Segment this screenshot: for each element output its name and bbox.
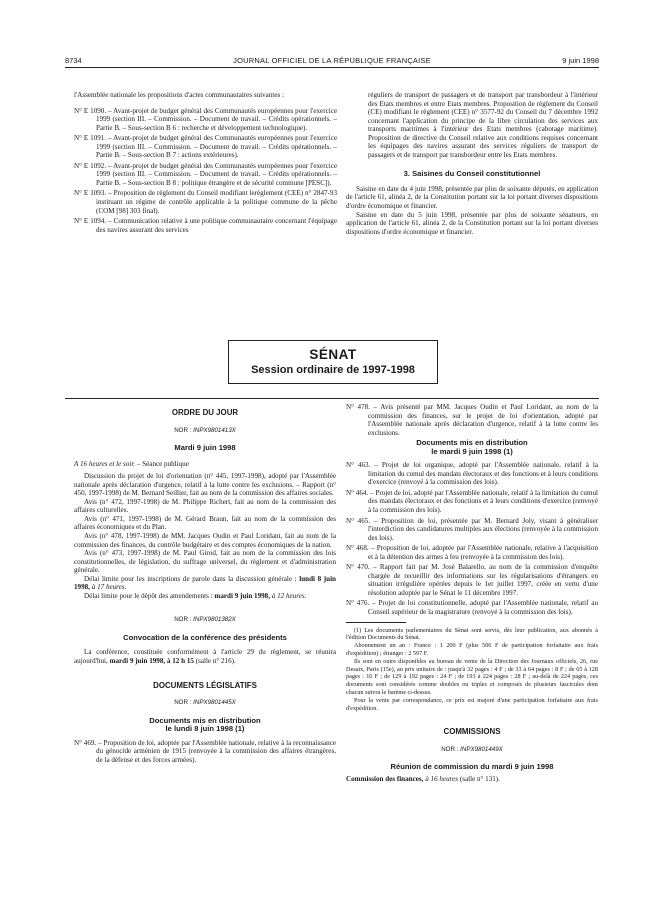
nor-reference xyxy=(74,616,336,625)
reunion-title: Réunion de commission du mardi 9 juin 1998 xyxy=(390,762,554,772)
list-item: N° E 1092. – Avant-projet de budget général des Communautés européennes pour l'exercice 1999 (section III. – Commission. – Document de travail. – Crédits opérationnels. – Partie B. – Sous-section B 8 : politique étrangère et de sécurité commune [PESC]). xyxy=(74,161,337,187)
nor-code: INPX9801445X xyxy=(193,699,236,707)
top-left-column xyxy=(74,91,337,236)
list-item: N° 478. – Avis présenté par MM. Jacques Oudin et Paul Loridant, au nom de la commission des finances, sur le projet de loi d'orientation, adopté par l'Assemblée nationale après déclaration d'urgence, relatif à la lutte contre les exclusions. xyxy=(346,403,598,437)
documents-subtitle-date: le lundi 8 juin 1998 (1) xyxy=(165,724,245,734)
footnote: Pour la vente par correspondance, ce prix est majoré d'une participation forfaitaire aux frais d'expédition. xyxy=(346,696,598,712)
intro-text: l'Assemblée nationale les propositions d'actes communautaires suivantes : xyxy=(74,91,284,99)
reunion-time: à 16 heures xyxy=(425,774,459,783)
list-item: N° 465. – Proposition de loi, présentée par M. Bernard Joly, visant à généraliser l'interdiction des candidatures multiples aux élections (renvoyée à la commission des lois). xyxy=(346,516,598,542)
documents-subtitle-date: le mardi 9 juin 1998 (1) xyxy=(431,446,513,456)
agenda-paragraph: Avis (n° 478, 1997-1998) de MM. Jacques Oudin et Paul Loridant, fait au nom de la commission des finances, du contrôle budgétaire et des comptes économiques de la nation. xyxy=(74,532,336,549)
list-item: N° E 1093. – Proposition de règlement du Conseil modifiant lerèglement (CEE) n° 2847-93 instituant un régime de contrôle applicable à la politique commune de la pêche (COM [98] 303 final). xyxy=(74,189,337,215)
documents-subtitle: Documents mis en distribution xyxy=(416,438,528,448)
deadline-time: à 17 heures. xyxy=(91,583,127,592)
deadline-text: Délai limite pour le dépôt des amendements : xyxy=(84,591,213,600)
senat-subtitle: Session ordinaire de 1997-1998 xyxy=(251,364,415,376)
nor-reference xyxy=(74,699,336,708)
nor-reference xyxy=(74,427,336,436)
deadline-date: lundi 8 juin 1998, xyxy=(74,574,336,592)
reunion-line xyxy=(346,775,598,784)
agenda-paragraph: Discussion du projet de loi d'orientation (n° 445, 1997-1998), adopté par l'Assemblée nationale après déclaration d'urgence, relatif à la lutte contre les exclusions. – Rapport (n° 450, 1997-1998) de M. Bernard Seillier, fait au nom de la commission des affaires sociales. xyxy=(74,472,336,498)
nor-label: NOR : xyxy=(441,745,459,753)
list-item: N° E 1091. – Avant-projet de budget général des Communautés européennes pour l'exercice 1999 (section III. – Commission. – Document de travail. – Crédits opérationnels. – Partie B. – Sous-section B 7 : actions extérieures). xyxy=(74,134,337,160)
nor-code: INPX9801449X xyxy=(460,745,503,753)
page-number: 8734 xyxy=(65,56,82,65)
convocation-body: La conférence, constituée conformément à l'article 29 du règlement, se réunira aujourd'hui, xyxy=(74,648,336,666)
documents-subtitle: Documents mis en distribution xyxy=(149,715,261,725)
issue-date: 9 juin 1998 xyxy=(562,56,599,65)
commission-name: Commission des finances, xyxy=(346,774,424,783)
reunion-room: (salle n° 131). xyxy=(459,774,500,783)
footnote: Ils sont en outre disponibles au bureau de vente de la Direction des Journaux officiels, 26, rue Desaix, Paris (15e), au prix unitaire de : jusqu'à 32 pages : 4 F ; de 33 à 64 pages : 8 F ; de 65 à 128 pages : 16 F ; de 129 à 192 pages : 24 F ; de 193 à 224 pages : 28 F ; au-delà de 224 pages, ces documents sont considérés comme doubles ou triples et composés de plusieurs fascicules dont chacun suivra le barème ci-dessus. xyxy=(346,657,598,696)
footnote: (1) Les documents parlementaires du Sénat sont servis, dès leur publication, aux abonnés à l'édition Documents du Sénat. xyxy=(346,626,598,642)
bottom-left-column xyxy=(74,403,336,766)
footnote-rule xyxy=(346,622,406,623)
deadline-time: à 12 heures. xyxy=(271,591,307,600)
list-item: N° 468. – Proposition de loi, adoptée par l'Assemblée nationale, relative à l'acquisition et à la détention des armes à feu (renvoyée à la commission des lois). xyxy=(346,544,598,561)
agenda-paragraph: Avis (n° 473, 1997-1998) de M. Paul Girod, fait au nom de la commission des lois constitutionnelles, de législation, du suffrage universel, du règlement et d'administration générale. xyxy=(74,549,336,575)
nor-label: NOR : xyxy=(174,426,192,434)
saisine-paragraph: Saisine en date du 5 juin 1998, présentée par plus de soixante sénateurs, en application de l'article 61, alinéa 2, de la Constitution portant sur la loi portant diverses dispositions d'ordre économique et financier. xyxy=(346,210,598,236)
agenda-paragraph: Avis (n° 471, 1997-1998) de M. Gérard Braun, fait au nom de la commission des affaires économiques et du Plan. xyxy=(74,514,336,532)
bottom-right-column xyxy=(346,403,598,784)
seance-label: – Séance publique xyxy=(136,459,189,468)
convocation-room: (salle n° 216). xyxy=(195,657,236,666)
deadline-date: mardi 9 juin 1998, xyxy=(214,591,270,600)
documents-legislatifs-title: DOCUMENTS LÉGISLATIFS xyxy=(153,680,257,690)
list-item: N° 463. – Projet de loi organique, adopté par l'Assemblée nationale, relatif à la limitation du cumul des mandats électoraux et des fonctions et à leurs conditions d'exercice (renvoyé à la commission des lois). xyxy=(346,461,598,487)
top-right-column xyxy=(346,91,598,236)
journal-title: JOURNAL OFFICIEL DE LA RÉPUBLIQUE FRANÇAISE xyxy=(233,56,431,65)
seance-line xyxy=(74,460,336,469)
footnote: Abonnement un an : France : 1 200 F (plus 506 F de participation forfaitaire aux frais d'expédition) ; étranger : 2 597 F. xyxy=(346,642,598,657)
convocation-title: Convocation de la conférence des présidents xyxy=(123,632,287,642)
list-item: N° 469. – Proposition de loi, adoptée par l'Assemblée nationale, relative à la reconnaissance du génocide arménien de 1915 (renvoyée à la commission des affaires étrangères, de la défense et des forces armées). xyxy=(74,738,336,764)
nor-code: INPX9801382X xyxy=(193,616,236,624)
footnotes xyxy=(346,627,598,713)
list-item: N° E 1094. – Communication relative à une politique communautaire concernant l'équipage des navires assurant des services xyxy=(74,217,337,234)
nor-reference xyxy=(346,746,598,755)
deadline-text: Délai limite pour les inscriptions de parole dans la discussion générale : xyxy=(84,574,297,583)
convocation-date: mardi 9 juin 1998, à 12 h 15 xyxy=(109,657,194,666)
ordre-du-jour-title: ORDRE DU JOUR xyxy=(171,408,239,417)
convocation-text xyxy=(74,648,336,665)
seance-time: A 16 heures et le soir. xyxy=(74,459,136,468)
senat-title: SÉNAT xyxy=(309,347,357,362)
nor-label: NOR : xyxy=(174,616,192,624)
list-item: N° 470. – Rapport fait par M. José Balarello, au nom de la commission d'enquête chargée de recueillir des informations sur les régularisations d'étrangers en situation irrégulière opérées depuis le 1er juillet 1997, créée en vertu d'une résolution adoptée par le Sénat le 11 décembre 1997. xyxy=(346,563,598,597)
deadline-amendements xyxy=(74,592,336,601)
nor-code: INPX9801413X xyxy=(193,426,236,434)
agenda-paragraph: Avis (n° 472, 1997-1998) de M. Philippe Richert, fait au nom de la commission des affaires culturelles. xyxy=(74,497,336,515)
saisine-paragraph: Saisine en date du 4 juin 1998, présentée par plus de soixante députés, en application de l'article 61, alinéa 2, de la Constitution portant sur la loi portant diverses dispositions d'ordre économique et financier. xyxy=(346,184,598,211)
senat-title-box xyxy=(228,340,438,384)
deadline-inscriptions xyxy=(74,575,336,592)
list-item: N° 464. – Projet de loi, adopté par l'Assemblée nationale, relatif à la limitation du cumul des mandats électoraux et des fonctions et à leurs conditions d'exercice (renvoyé à la commission des lois). xyxy=(346,488,598,515)
session-date: Mardi 9 juin 1998 xyxy=(174,443,236,453)
nor-label: NOR : xyxy=(174,699,192,707)
section-rule xyxy=(65,398,599,399)
continuation-text: réguliers de transport de passagers et de transport par transbordeur à l'intérieur des Etats membres et entre Etats membres. Proposition de règlement du Conseil (CE) modifiant le règlement (CEE) n° 3577-92 du Conseil du 7 décembre 1992 concernant l'application du principe de la libre circulation des services aux transports maritimes à l'intérieur des Etats membres (cabotage maritime). Proposition de directive du Conseil relative aux conditions requises concernant les équipages des navires assurant des services réguliers de transport de passagers et de transport par transbordeur entre les Etats membres. xyxy=(368,91,598,159)
section-title-saisines: 3. Saisines du Conseil constitutionnel xyxy=(403,169,541,179)
list-item: N° E 1090. – Avant-projet de budget général des Communautés européennes pour l'exercice 1999 (section III. – Commission. – Document de travail. – Crédits opérationnels. – Partie B. – Sous-section B 6 : recherche et développement technologique). xyxy=(74,106,337,132)
commissions-title: COMMISSIONS xyxy=(443,727,501,737)
header-rule xyxy=(65,67,599,68)
list-item: N° 476. – Projet de loi constitutionnelle, adopté par l'Assemblée nationale, relatif au Conseil supérieur de la magistrature (renvoyé à la commission des lois). xyxy=(346,599,598,617)
